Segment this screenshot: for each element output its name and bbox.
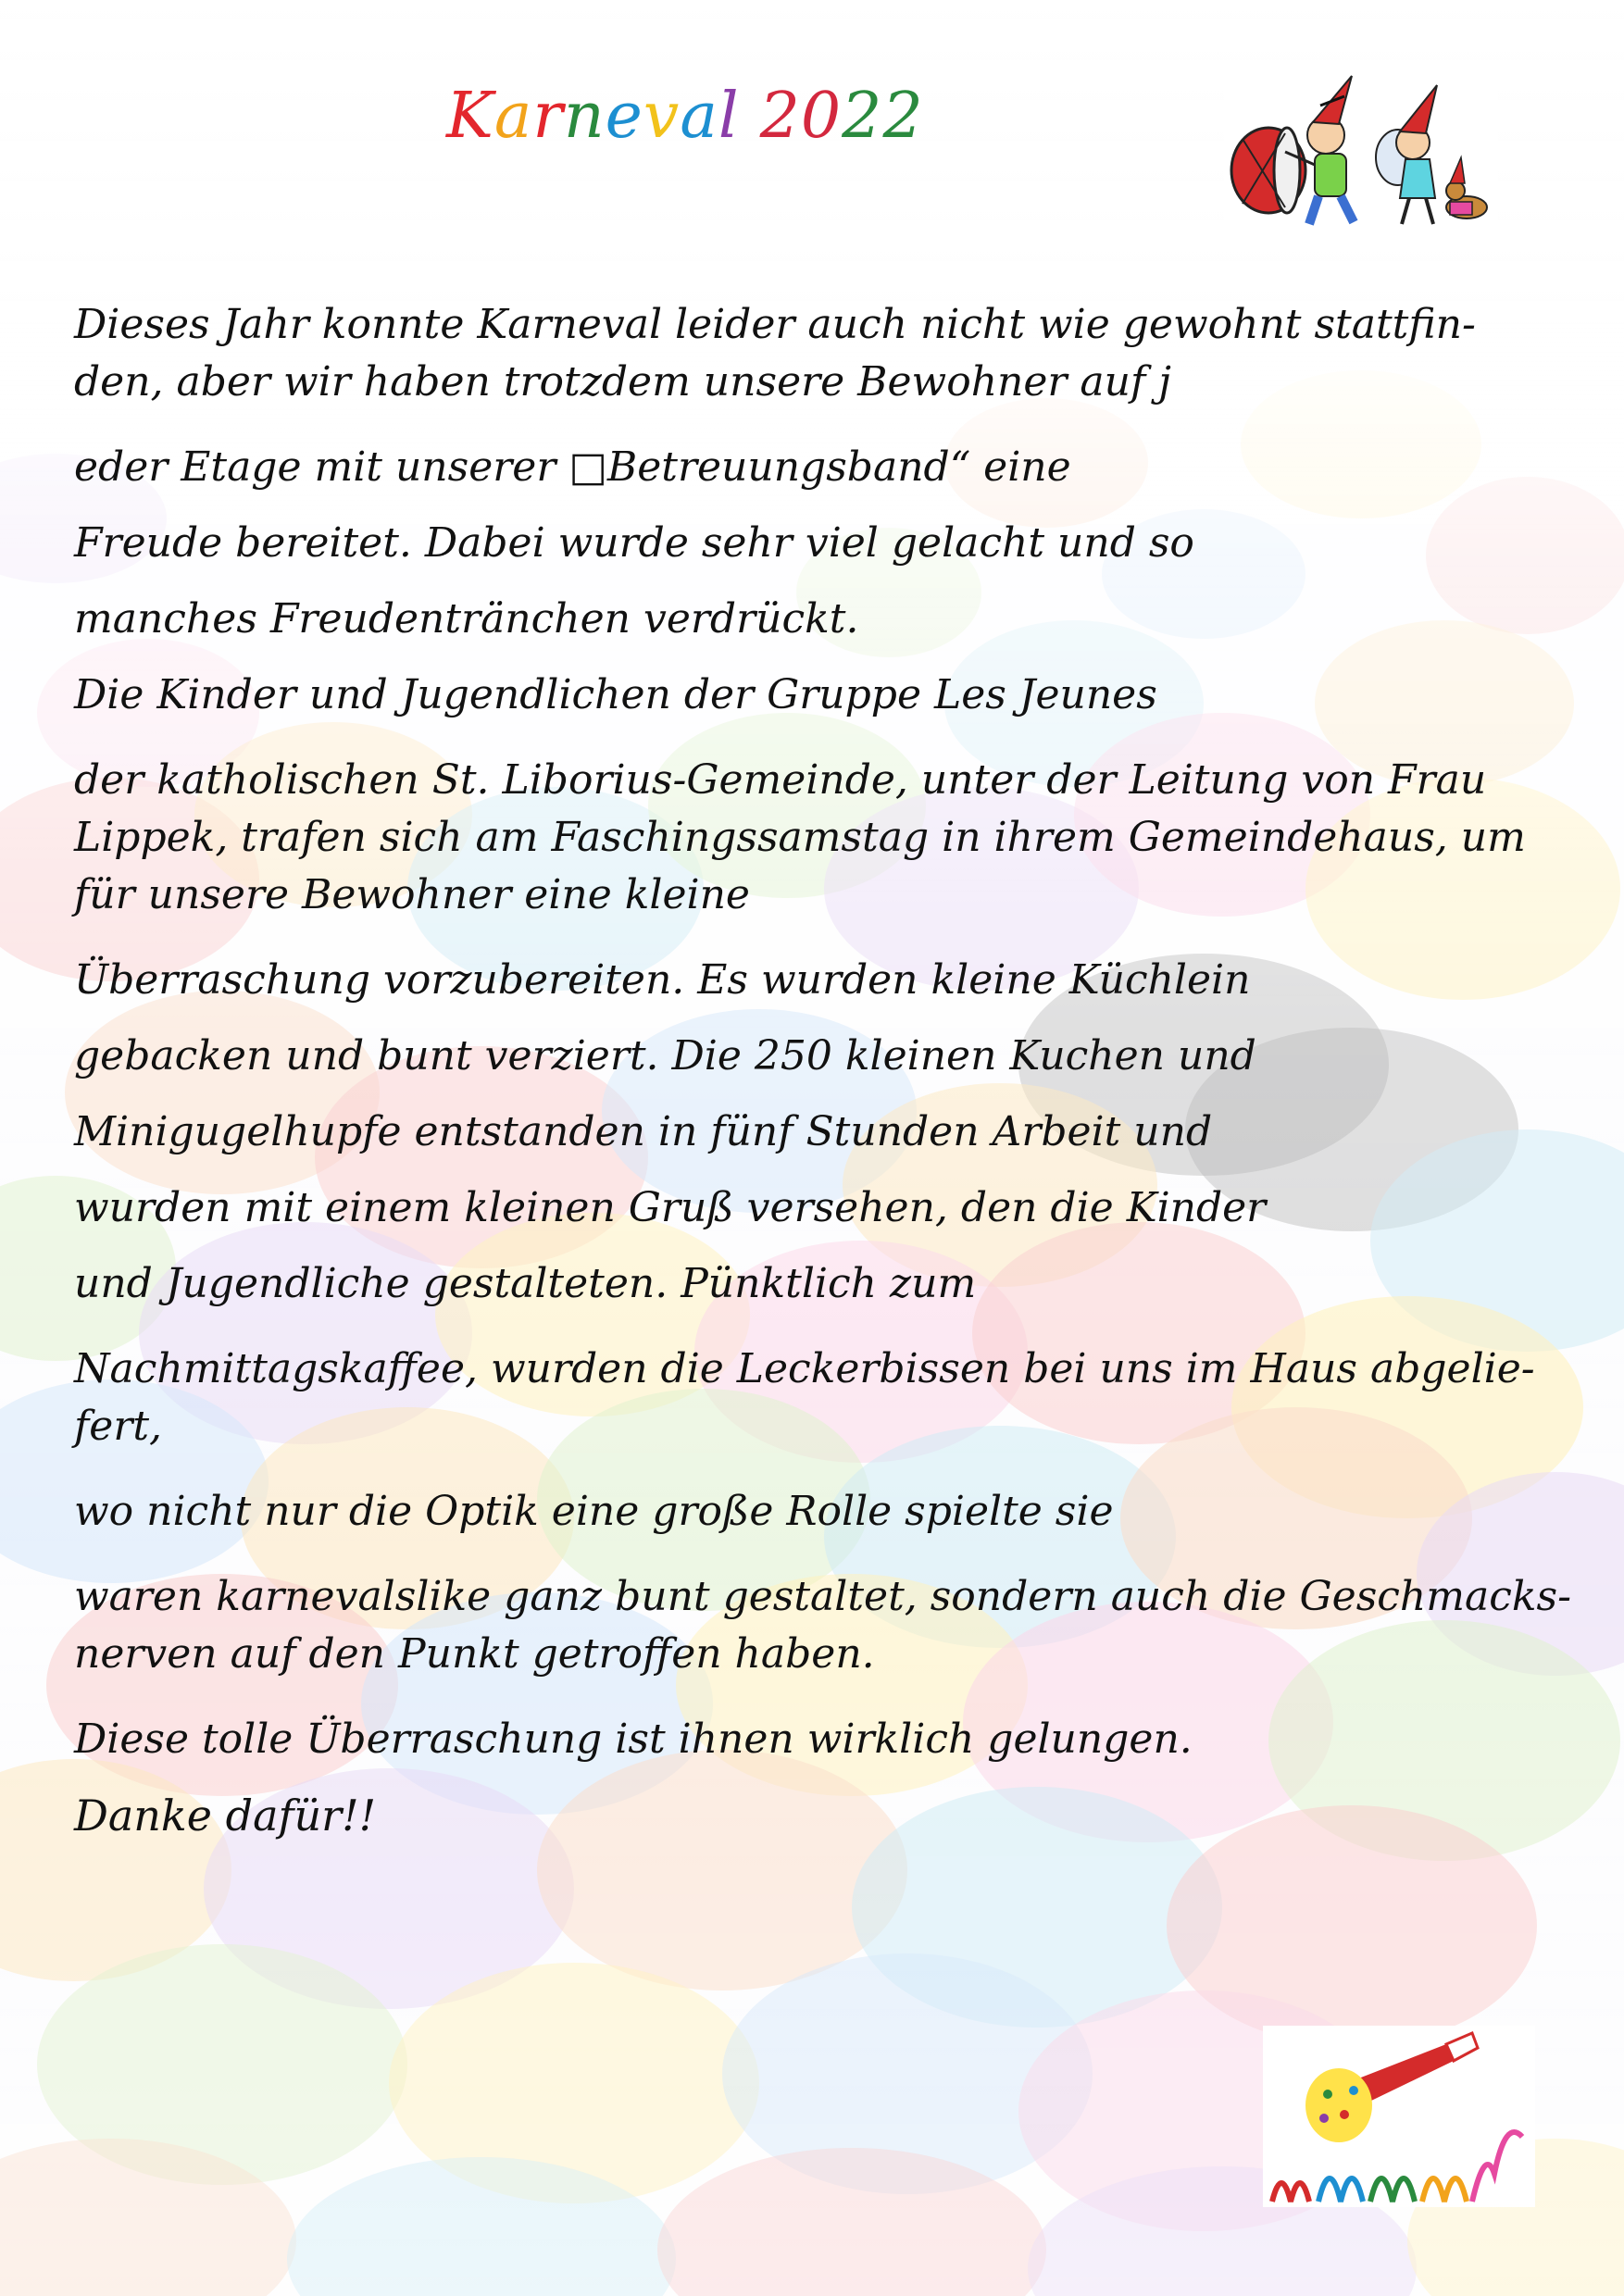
text-line: für unsere Bewohner eine kleine [74, 871, 750, 918]
text-line: Freude bereitet. Dabei wurde sehr viel gelacht und so [74, 519, 1194, 567]
text-line: nerven auf den Punkt getroffen haben. [74, 1630, 875, 1678]
title-letter: 2 [759, 80, 801, 153]
title-letter: v [643, 80, 681, 153]
text-line: Die Kinder und Jugendlichen der Gruppe Les Jeunes [74, 671, 1157, 718]
title-letter: K [446, 80, 494, 153]
article-body [74, 278, 1571, 1853]
title-letter: a [493, 80, 533, 153]
text-line: Diese tolle Überraschung ist ihnen wirklich gelungen. [74, 1716, 1193, 1763]
text-line: fert, [74, 1403, 163, 1450]
title-letter: 0 [800, 80, 843, 153]
title-letter [740, 80, 760, 153]
text-line: Überraschung vorzubereiten. Es wurden kleine Küchlein [74, 956, 1251, 1004]
text-line: Lippek, trafen sich am Faschingssamstag in ihrem Gemeindehaus, um [74, 814, 1526, 861]
title-letter: l [718, 80, 740, 153]
title-letter: r [532, 80, 564, 153]
text-line: Dieses Jahr konnte Karneval leider auch nicht wie gewohnt stattfin- [74, 301, 1476, 348]
text-line: gebacken und bunt verziert. Die 250 kleinen Kuchen und [74, 1032, 1256, 1079]
party-horn-streamers-photo [1263, 2026, 1535, 2207]
title-letter: a [680, 80, 718, 153]
title-letter: 2 [842, 80, 883, 153]
text-line: und Jugendliche gestalteten. Pünktlich zum [74, 1260, 977, 1307]
page-title [446, 80, 924, 153]
text-line: Minigugelhupfe entstanden in fünf Stunden Arbeit und [74, 1108, 1213, 1155]
text-line: manches Freudentränchen verdrückt. [74, 595, 859, 643]
text-line: der katholischen St. Liborius-Gemeinde, unter der Leitung von Frau [74, 756, 1487, 804]
closing-line: Danke dafür!! [74, 1791, 377, 1841]
text-line: wurden mit einem kleinen Gruß versehen, den die Kinder [74, 1184, 1267, 1231]
title-letter: 2 [882, 80, 924, 153]
title-letter: e [605, 80, 643, 153]
text-line: eder Etage mit unserer □Betreuungsband“ eine [74, 443, 1071, 491]
title-letter: n [563, 80, 606, 153]
text-line: den, aber wir haben trotzdem unsere Bewohner auf j [74, 358, 1171, 406]
text-line: wo nicht nur die Optik eine große Rolle spielte sie [74, 1488, 1114, 1535]
text-line: waren karnevalslike ganz bunt gestaltet, sondern auch die Geschmacks- [74, 1573, 1571, 1620]
text-line: Nachmittagskaffee, wurden die Leckerbissen bei uns im Haus abgelie- [74, 1345, 1535, 1392]
carnival-drummers-illustration [1224, 69, 1498, 244]
